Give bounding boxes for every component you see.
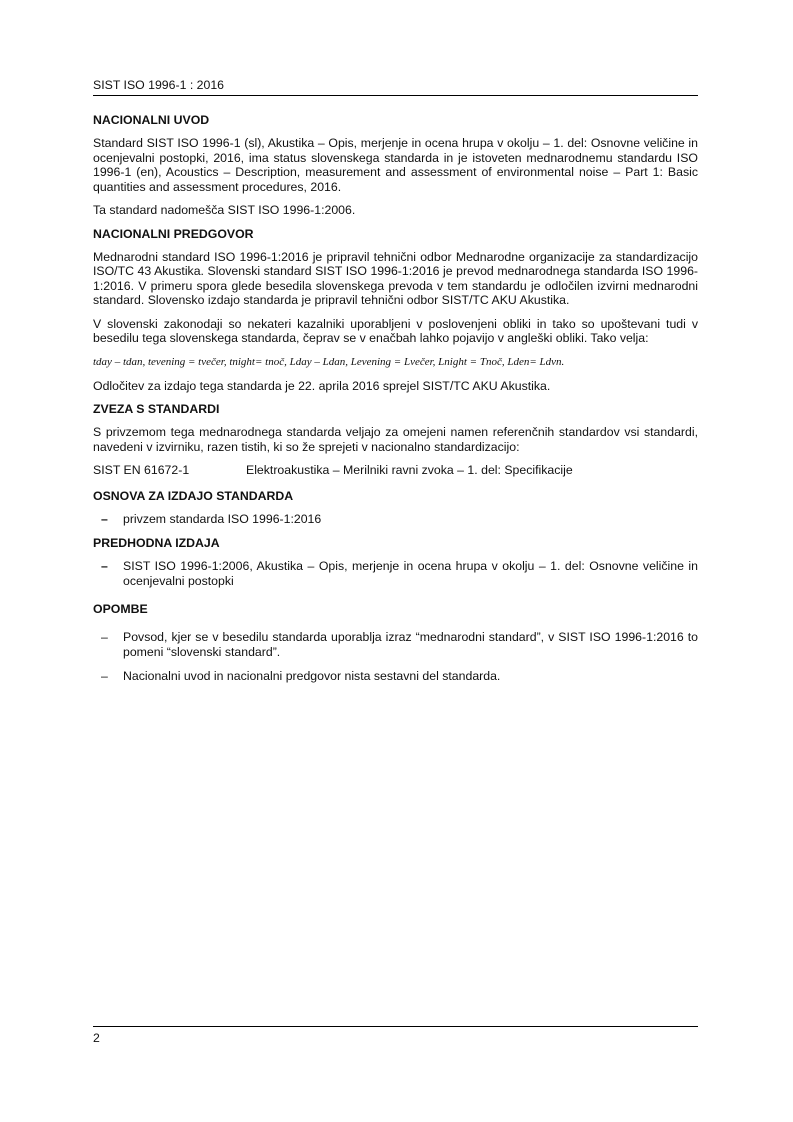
list-item: – SIST ISO 1996-1:2006, Akustika – Opis, merjenje in ocena hrupa v okolju – 1. del: Osnovne veličine in ocenjevalni postopki (101, 559, 698, 588)
heading-osnova: OSNOVA ZA IZDAJO STANDARDA (93, 488, 294, 503)
dash-bullet: – (101, 559, 108, 573)
paragraph: S privzemom tega mednarodnega standarda veljajo za omejeni namen referenčnih standardov vsi standardi, navedeni v izvirniku, razen tistih, ki so že sprejeti v nacionalno standardizacijo: (93, 425, 698, 454)
paragraph: Standard SIST ISO 1996-1 (sl), Akustika – Opis, merjenje in ocena hrupa v okolju – 1. del: Osnovne veličine in ocenjevalni postopki, 2016, ima status slovenskega standarda in je istoveten mednarodnemu standardu ISO 1996-1 (en), Acoustics – Description, measurement and assessment of environmental noise – Part 1: Basic quantities and assessment procedures, 2016. (93, 136, 698, 194)
reference-standard-row (93, 463, 698, 478)
heading-opombe: OPOMBE (93, 602, 148, 616)
osnova-list (93, 512, 698, 527)
paragraph: Ta standard nadomešča SIST ISO 1996-1:2006. (93, 203, 356, 217)
page-content (93, 113, 698, 694)
indicator-formula: tday – tdan, tevening = tvečer, tnight= tnoč, Lday – Ldan, Levening = Lvečer, Lnight = Tnoč, Lden= Ldvn. (93, 355, 565, 368)
reference-title: Elektroakustika – Merilniki ravni zvoka – 1. del: Specifikacije (246, 463, 573, 477)
dash-bullet: – (101, 669, 108, 683)
heading-predhodna-izdaja: PREDHODNA IZDAJA (93, 536, 220, 550)
running-header: SIST ISO 1996-1 : 2016 (93, 78, 698, 96)
heading-nacionalni-predgovor: NACIONALNI PREDGOVOR (93, 226, 254, 241)
paragraph: Odločitev za izdajo tega standarda je 22. aprila 2016 sprejel SIST/TC AKU Akustika. (93, 378, 551, 393)
reference-code: SIST EN 61672-1 (93, 463, 190, 477)
paragraph: Mednarodni standard ISO 1996-1:2016 je pripravil tehnični odbor Mednarodne organizacije za standardizacijo ISO/TC 43 Akustika. Slovenski standard SIST ISO 1996-1:2016 je prevod mednarodnega standarda ISO 1996-1:2016. V primeru spora glede besedila slovenskega prevoda v tem standardu je odločilen izvirni mednarodni standard. Slovensko izdajo standarda je pripravil tehnični odbor SIST/TC AKU Akustika. (93, 249, 698, 307)
dash-bullet: – (101, 511, 108, 526)
heading-zveza-s-standardi: ZVEZA S STANDARDI (93, 402, 220, 416)
dash-bullet: – (101, 630, 108, 644)
document-page (93, 0, 698, 1122)
heading-nacionalni-uvod: NACIONALNI UVOD (93, 113, 210, 127)
paragraph: V slovenski zakonodaji so nekateri kazalniki uporabljeni v poslovenjeni obliki in tako so upoštevani tudi v besedilu tega slovenskega standarda, čeprav se v enačbah lahko pojavijo v angleški obliki. Tako velja: (93, 316, 698, 345)
predhodna-list (93, 559, 698, 588)
list-item: – privzem standarda ISO 1996-1:2016 (101, 511, 322, 526)
opombe-list (93, 630, 698, 684)
list-item: – Nacionalni uvod in nacionalni predgovor nista sestavni del standarda. (101, 669, 501, 683)
page-number: 2 (93, 1026, 698, 1045)
list-item: – Povsod, kjer se v besedilu standarda uporablja izraz “mednarodni standard”, v SIST ISO 1996-1:2016 to pomeni “slovenski standard”. (101, 630, 698, 659)
